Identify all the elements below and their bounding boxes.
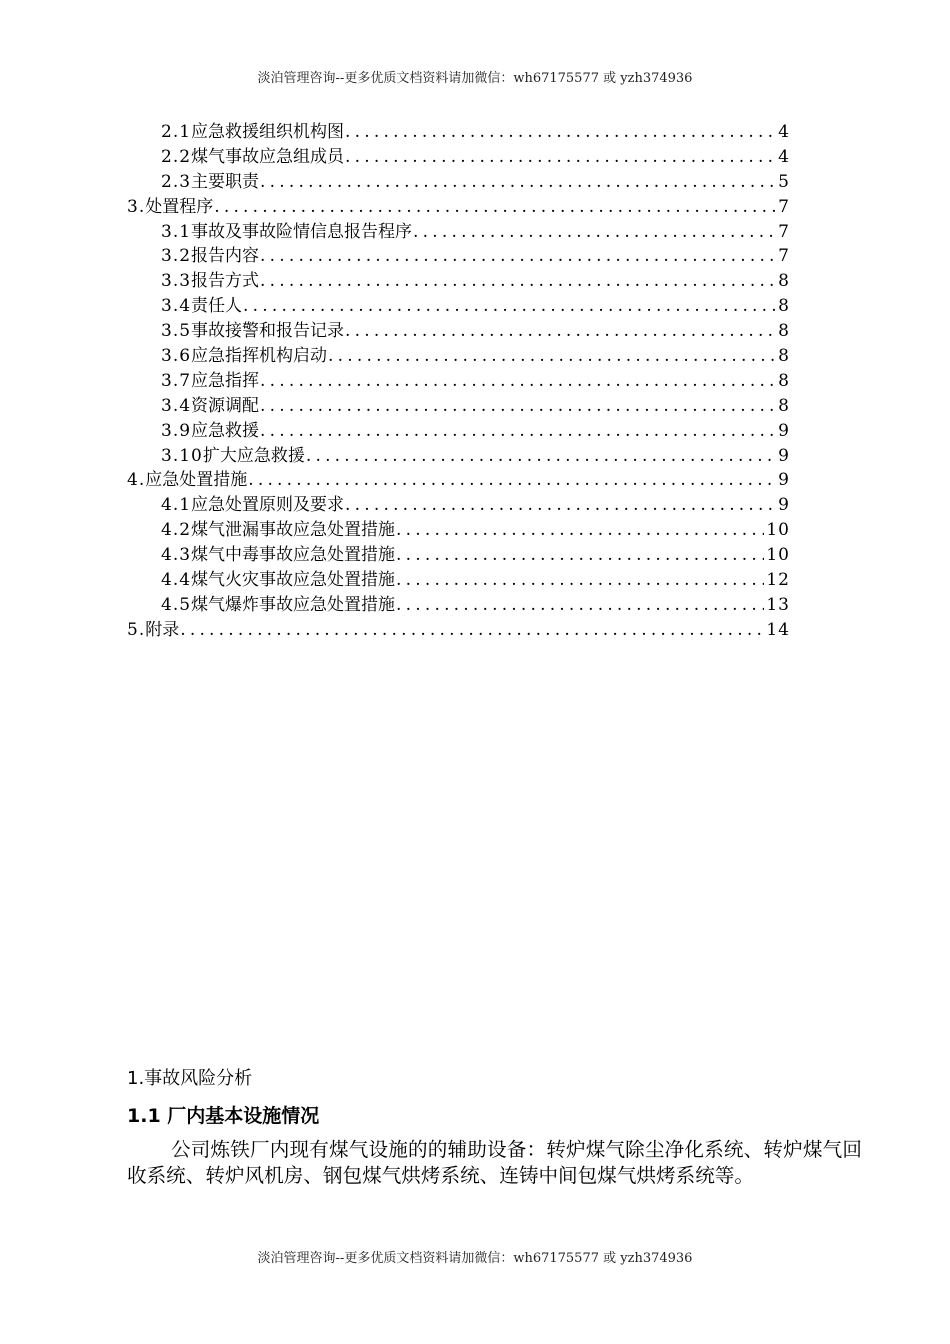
toc-entry[interactable] [127, 394, 790, 419]
toc-dot-leader [396, 593, 764, 618]
toc-entry-title: 扩大应急救援 [202, 445, 305, 466]
toc-entry-page: 7 [778, 246, 790, 267]
toc-entry-number: 4.5 [161, 594, 192, 615]
toc-entry-title: 附录 [145, 619, 180, 640]
toc-entry-page: 8 [778, 296, 790, 317]
toc-entry[interactable] [127, 319, 790, 344]
toc-entry[interactable] [127, 120, 790, 145]
toc-entry-page: 10 [766, 545, 790, 566]
toc-entry-title: 煤气泄漏事故应急处置措施 [191, 520, 396, 541]
toc-entry-page: 4 [778, 146, 790, 167]
toc-entry-title: 应急指挥 [191, 370, 260, 391]
toc-dot-leader [413, 220, 776, 245]
toc-entry[interactable] [127, 369, 790, 394]
toc-dot-leader [396, 568, 764, 593]
toc-entry[interactable] [127, 593, 790, 618]
toc-entry-title: 资源调配 [191, 395, 260, 416]
toc-dot-leader [306, 444, 776, 469]
toc-entry-page: 8 [778, 321, 790, 342]
toc-dot-leader [243, 294, 776, 319]
toc-entry[interactable] [127, 269, 790, 294]
toc-dot-leader [260, 419, 776, 444]
toc-entry-number: 3.10 [161, 445, 203, 466]
toc-dot-leader [260, 269, 776, 294]
toc-entry-page: 5 [778, 171, 790, 192]
toc-entry[interactable] [127, 493, 790, 518]
toc-entry-number: 5. [127, 619, 146, 640]
toc-entry-number: 4.2 [161, 520, 192, 541]
toc-entry[interactable] [127, 145, 790, 170]
toc-dot-leader [260, 369, 776, 394]
toc-entry-number: 3.4 [161, 395, 192, 416]
toc-entry-page: 8 [778, 370, 790, 391]
toc-entry-title: 应急救援组织机构图 [191, 122, 345, 142]
toc-entry[interactable] [127, 543, 790, 568]
toc-entry-title: 应急处置措施 [145, 470, 248, 491]
section-heading: 1.事故风险分析 [127, 1068, 253, 1089]
toc-entry-page: 9 [778, 420, 790, 441]
toc-entry-page: 12 [766, 570, 790, 591]
toc-entry-number: 3.1 [161, 221, 192, 242]
toc-entry-title: 事故接警和报告记录 [191, 321, 345, 342]
toc-entry[interactable] [127, 170, 790, 195]
toc-entry[interactable] [127, 468, 790, 493]
toc-entry-number: 3.6 [161, 346, 192, 367]
page-footer: 淡泊管理咨询--更多优质文档资料请加微信：wh67175577 或 yzh374936 [257, 1251, 693, 1266]
toc-entry-title: 应急救援 [191, 420, 260, 441]
toc-entry[interactable] [127, 444, 790, 469]
toc-dot-leader [345, 319, 776, 344]
toc-entry-number: 3.9 [161, 420, 192, 441]
toc-entry-number: 2.3 [161, 171, 192, 192]
subsection-heading: 1.1 厂内基本设施情况 [127, 1105, 320, 1127]
toc-entry-page: 13 [766, 594, 790, 615]
toc-entry[interactable] [127, 518, 790, 543]
toc-dot-leader [328, 344, 776, 369]
toc-dot-leader [214, 195, 776, 220]
toc-entry-title: 责任人 [191, 296, 243, 317]
toc-entry-page: 8 [778, 271, 790, 292]
toc-entry-number: 2.1 [161, 122, 192, 142]
toc-entry[interactable] [127, 195, 790, 220]
toc-entry-title: 主要职责 [191, 171, 260, 192]
toc-entry-page: 4 [778, 122, 790, 142]
toc-entry-number: 4.4 [161, 570, 192, 591]
toc-entry-number: 3.5 [161, 321, 192, 342]
toc-entry-title: 处置程序 [145, 196, 214, 217]
toc-dot-leader [260, 394, 776, 419]
toc-dot-leader [345, 120, 776, 145]
toc-entry[interactable] [127, 419, 790, 444]
toc-entry-page: 9 [778, 445, 790, 466]
toc-entry-number: 4.3 [161, 545, 192, 566]
toc-entry-number: 3.3 [161, 271, 192, 292]
toc-entry-number: 3. [127, 196, 146, 217]
toc-dot-leader [345, 493, 776, 518]
toc-entry-number: 3.2 [161, 246, 192, 267]
toc-entry-number: 3.7 [161, 370, 192, 391]
toc-entry-page: 14 [766, 619, 790, 640]
toc-entry-title: 应急处置原则及要求 [191, 495, 345, 516]
toc-entry[interactable] [127, 244, 790, 269]
toc-entry-page: 9 [778, 470, 790, 491]
toc-dot-leader [396, 543, 764, 568]
toc-entry-title: 煤气火灾事故应急处置措施 [191, 570, 396, 591]
toc-entry[interactable] [127, 618, 790, 643]
toc-entry[interactable] [127, 344, 790, 369]
body-paragraph: 公司炼铁厂内现有煤气设施的的辅助设备：转炉煤气除尘净化系统、转炉煤气回收系统、转炉风机房、钢包煤气烘烤系统、连铸中间包煤气烘烤系统等。 [127, 1138, 862, 1187]
toc-entry[interactable] [127, 568, 790, 593]
toc-entry-title: 煤气中毒事故应急处置措施 [191, 545, 396, 566]
toc-entry-page: 9 [778, 495, 790, 516]
toc-dot-leader [260, 170, 776, 195]
toc-entry[interactable] [127, 294, 790, 319]
toc-entry-page: 10 [766, 520, 790, 541]
toc-entry-title: 煤气爆炸事故应急处置措施 [191, 594, 396, 615]
toc-entry-title: 事故及事故险情信息报告程序 [191, 221, 413, 242]
toc-entry-page: 8 [778, 395, 790, 416]
toc-dot-leader [180, 618, 764, 643]
toc-entry-number: 2.2 [161, 146, 192, 167]
toc-dot-leader [345, 145, 776, 170]
toc-entry[interactable] [127, 220, 790, 245]
toc-entry-page: 7 [778, 221, 790, 242]
toc-entry-number: 4.1 [161, 495, 192, 516]
toc-entry-title: 报告方式 [191, 271, 260, 292]
toc-entry-title: 煤气事故应急组成员 [191, 146, 345, 167]
toc-entry-number: 3.4 [161, 296, 192, 317]
table-of-contents [127, 120, 790, 643]
toc-entry-page: 7 [778, 196, 790, 217]
toc-entry-page: 8 [778, 346, 790, 367]
toc-dot-leader [248, 468, 776, 493]
page-header: 淡泊管理咨询--更多优质文档资料请加微信：wh67175577 或 yzh374936 [257, 71, 693, 86]
toc-dot-leader [260, 244, 776, 269]
toc-entry-number: 4. [127, 470, 146, 491]
toc-entry-title: 报告内容 [191, 246, 260, 267]
toc-entry-title: 应急指挥机构启动 [191, 346, 328, 367]
toc-dot-leader [396, 518, 764, 543]
